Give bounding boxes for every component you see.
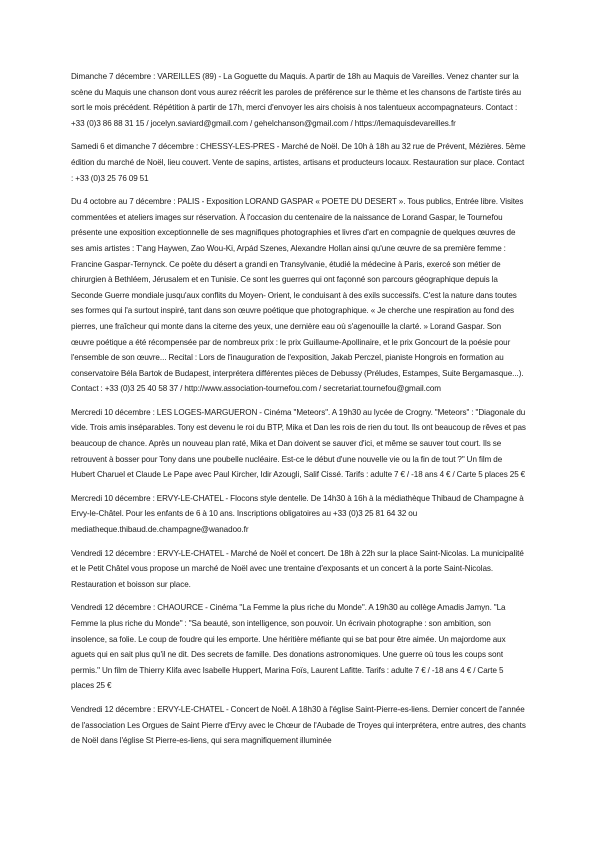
- event-entry-loges-margueron: [71, 405, 526, 483]
- event-entry-ervy-flocons: [71, 491, 526, 538]
- document-page: [71, 69, 526, 757]
- event-entry-chaource: [71, 600, 526, 694]
- event-entry-chessy: [71, 139, 526, 186]
- event-text: Mercredi 10 décembre : ERVY-LE-CHATEL - Flocons style dentelle. De 14h30 à 16h à la médiathèque Thibaud de Champagne à Ervy-le-Châtel. Pour les enfants de 6 à 10 ans. Inscriptions obligatoires au +33 (0)3 25 81 64 32 ou mediatheque.thibaud.de.champagne@wanadoo.fr: [71, 493, 524, 535]
- event-text: Du 4 octobre au 7 décembre : PALIS - Exposition LORAND GASPAR « POETE DU DESERT ». Tous publics, Entrée libre. Visites commentées et ateliers images sur réservation. À l'occasion du centenaire de la naissance de Lorand Gaspar, le Tournefou présente une exposition exceptionnelle de ses magnifiques photographies et livres d'art en compagnie de quelques œuvres de ses amis artistes : T'ang Haywen, Zao Wou-Ki, Arpád Szenes, Alexandre Hollan ainsi qu'une œuvre de sa première femme : Francine Gaspar-Ternynck. Ce poète du désert a grandi en Transylvanie, étudié la médecine à Paris, exercé son métier de chirurgien à Bethléem, Jérusalem et en Tunisie. Ce sont les guerres qui ont façonné son parcours géographique depuis la Seconde Guerre mondiale jusqu'aux conflits du Moyen- Orient, le conduisant à des exils successifs. C'est la nature dans toutes ses formes qui l'a surtout inspiré, tant dans son œuvre poétique que photographique. « Je cherche une respiration au fond des pierres, une fraîcheur qui monte dans la citerne des yeux, une dernière eau où s'agenouille la clarté. » Lorand Gaspar. Son œuvre poétique a été récompensée par de nombreux prix : le prix Guillaume-Apollinaire, et le prix Goncourt de la poésie pour l'ensemble de son œuvre... Recital : Lors de l'inauguration de l'exposition, Jakab Perczel, pianiste Hongrois en formation au conservatoire Béla Bartok de Budapest, interprétera différentes pièces de Debussy (Préludes, Estampes, Suite Bergamasque...). Contact : +33 (0)3 25 40 58 37 / http://www.association-tournefou.com / secretariat.tournefou@gmail.com: [71, 197, 524, 394]
- event-entry-vareilles: [71, 69, 526, 131]
- event-text: Samedi 6 et dimanche 7 décembre : CHESSY-LES-PRES - Marché de Noël. De 10h à 18h au 32 rue de Prévent, Mézières. 5ème édition du marché de Noël, lieu couvert. Vente de sapins, artistes, artisans et producteurs locaux. Restauration sur place. Contact : +33 (0)3 25 76 09 51: [71, 142, 526, 183]
- event-text: Mercredi 10 décembre : LES LOGES-MARGUERON - Cinéma "Meteors". A 19h30 au lycée de Crogny. "Meteors" : "Diagonale du vide. Trois amis inséparables. Tony est devenu le roi du BTP, Mika et Dan les rois de rien du tout. Ils ont beaucoup de rêves et pas beaucoup de chance. Après un nouveau plan raté, Mika et Dan doivent se sauver d'ici, et même se sauver tout court. Ils se retrouvent à bosser pour Tony dans une poubelle nucléaire. Est-ce le début d'une nouvelle vie ou la fin de tout ?" Un film de Hubert Charuel et Claude Le Pape avec Paul Kircher, Idir Azougli, Salif Cissé. Tarifs : adulte 7 € / -18 ans 4 € / Carte 5 places 25 €: [71, 407, 526, 480]
- event-entry-palis: [71, 194, 526, 397]
- event-text: Vendredi 12 décembre : ERVY-LE-CHATEL - Concert de Noël. A 18h30 à l'église Saint-Pierre-es-liens. Dernier concert de l'année de l'association Les Orgues de Saint Pierre d'Ervy avec le Chœur de l'Aubade de Troyes qui interprétera, entre autres, des chants de Noël dans l'église St Pierre-es-liens, qui sera magnifiquement illuminée: [71, 704, 526, 746]
- event-text: Vendredi 12 décembre : ERVY-LE-CHATEL - Marché de Noël et concert. De 18h à 22h sur la place Saint-Nicolas. La municipalité et le Petit Châtel vous propose un marché de Noël avec une trentaine d'exposants et un concert à la porte Saint-Nicolas. Restauration et boisson sur place.: [71, 548, 524, 589]
- event-text: Vendredi 12 décembre : CHAOURCE - Cinéma "La Femme la plus riche du Monde". A 19h30 au collège Amadis Jamyn. "La Femme la plus riche du Monde" : "Sa beauté, son intelligence, son pouvoir. Un écrivain photographe : son ambition, son insolence, sa folie. Le coup de foudre qui les emporte. Une héritière méfiante qui se bat pour être aimée. Un majordome aux aguets qui en sait plus qu'il ne dit. Des secrets de famille. Des donations astronomiques. Une guerre où tous les coups sont permis." Un film de Thierry Klifa avec Isabelle Huppert, Marina Foïs, Laurent Lafitte. Tarifs : adulte 7 € / -18 ans 4 € / Carte 5 places 25 €: [71, 603, 506, 691]
- event-entry-ervy-marche: [71, 546, 526, 593]
- event-text: Dimanche 7 décembre : VAREILLES (89) - La Goguette du Maquis. A partir de 18h au Maquis de Vareilles. Venez chanter sur la scène du Maquis une chanson dont vous aurez réécrit les paroles de préférence sur le thème et les chansons de l'artiste tirés au sort le mois précédent. Répétition à partir de 17h, merci d'envoyer les airs choisis à nos talentueux accompagnateurs. Contact : +33 (0)3 86 88 31 15 / jocelyn.saviard@gmail.com / gehelchanson@gmail.com / https://lemaquisdevareilles.fr: [71, 72, 522, 128]
- event-entry-ervy-concert: [71, 702, 526, 749]
